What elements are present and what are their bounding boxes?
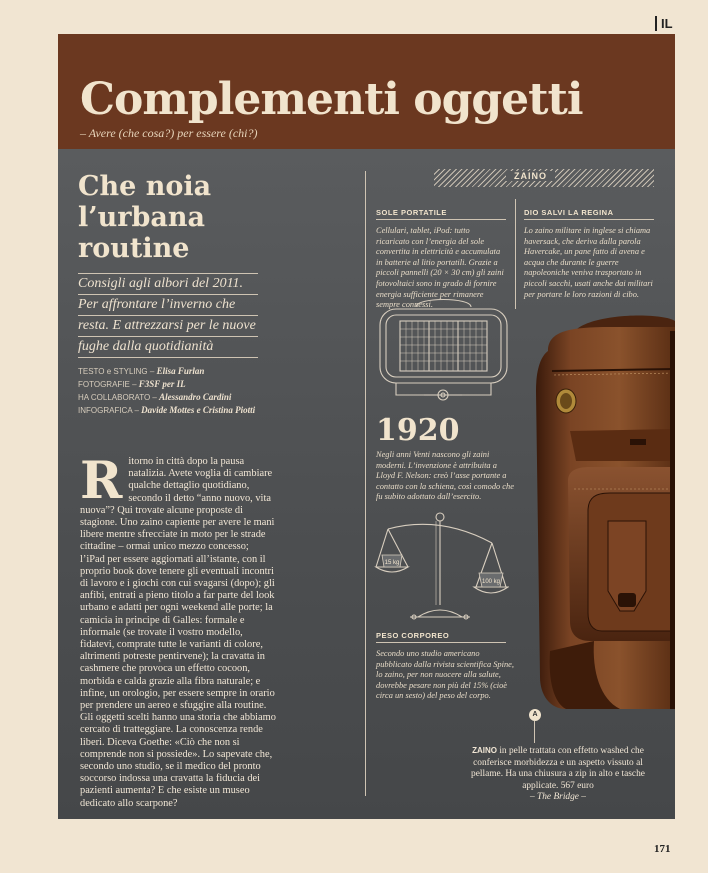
heading-rule [524, 219, 654, 220]
credit-name: F3SF per IL [138, 379, 186, 389]
article-body-text: itorno in città dopo la pausa natalizia. Avete voglia di cambiare qualche dettaglio quotidiano, secondo il detto “anno nuovo, vita nuova”? Qui trovate alcune proposte di stagione. Uno zaino capiente per avere le mani libere mentre sfrecciate in moto per le strade cittadine – ormai unico mezzo concesso; l’iPad per essere aggiornati all’istante, con il proprio book dove tenere gli eventuali incontri di lavoro e i giochi con cui svagarsi (dopo); gli anfibi, entrati a pieno titolo a far parte del look urbano e adatti per ogni weekend alle porte; la camicia in principe di Galles: formale e informale (se trovate il vostro modello, fidatevi, comprate tutte le varianti di colore, altrimenti potreste pentirvene); la cravatta in cashmere che provoca un effetto cocoon, morbida e calda grazie alla fibra naturale; e infine, un orologio, per essere sempre in orario per prendere un aereo e sfuggire alla routine. Gli oggetti scelti hanno una storia che abbiamo cercato di tratteggiare. La conoscenza rende liberi. Diceva Goethe: «Ciò che non si comprende non si possiede». Lo sapevate che, secondo uno studio, se il medico del pronto soccorso indossa una cravatta la fiducia dei pazienti aumenta? E che esiste un museo dedicato allo scarpone? [80, 456, 276, 809]
article-title-line: l’urbana [78, 202, 206, 233]
article-panel [58, 149, 675, 819]
deck-line: Consigli agli albori del 2011. [78, 273, 258, 294]
credit-line [78, 404, 278, 417]
deck-line: Per affrontare l’inverno che [78, 294, 258, 315]
article-title-line: Che noia [78, 171, 212, 202]
product-caption [458, 745, 658, 804]
credit-line [78, 391, 278, 404]
leather-backpack-photo [530, 311, 675, 709]
heading-rule [376, 642, 506, 643]
year-text: Negli anni Venti nascono gli zaini moderni. L’invenzione è attribuita a Lloyd F. Nelson: creò l’asse portante a contatto con la schiena, così comodo che fu subito adottato dall’esercito. [376, 450, 514, 502]
callout-marker: A [529, 709, 541, 721]
queen-text: Lo zaino militare in inglese si chiama haversack, che deriva dalla parola Havercake, un pane fatto di avena e acqua che durante le guerre napoleoniche veniva trasportato in piccoli sacchi, usati anche dai militari per portare le loro razioni di cibo. [524, 226, 653, 299]
solar-backpack-illustration [376, 295, 511, 410]
credit-label: FOTOGRAFIE – [78, 380, 137, 389]
credit-name: Davide Mottes e Cristina Piotti [141, 405, 256, 415]
infographic-tag [434, 169, 654, 187]
column-divider [365, 171, 366, 796]
page-number: 171 [654, 843, 671, 855]
heading-rule [376, 219, 506, 220]
callout-line [534, 721, 535, 743]
magazine-logo: IL [655, 16, 673, 31]
credit-name: Elisa Furlan [156, 366, 205, 376]
caption-brand: – The Bridge – [530, 792, 586, 802]
credit-label: TESTO e STYLING – [78, 367, 155, 376]
solar-heading: SOLE PORTATILE [376, 208, 447, 217]
credit-name: Alessandro Cardini [159, 392, 232, 402]
article-title [78, 171, 268, 264]
infographic-tag-label: ZAINO [506, 171, 555, 181]
article-credits [78, 365, 278, 417]
queen-heading: DIO SALVI LA REGINA [524, 208, 614, 217]
section-header [58, 34, 675, 149]
credit-label: HA COLLABORATO – [78, 393, 157, 402]
caption-lead: ZAINO [472, 746, 497, 755]
left-weight-label: 15 kg [384, 560, 400, 566]
solar-text: Cellulari, tablet, iPod: tutto ricaricato con l’energia del sole convertita in elettricità e accumulata in batterie al litio portatili. Grazie a piccoli pannelli (20 × 30 cm) gli zaini fotovoltaici sono in grado di fornire energia sufficiente per rimanere sempre connessi. [376, 226, 504, 310]
column-divider [515, 199, 516, 309]
right-weight-label: 100 kg [481, 579, 501, 585]
section-title: Complementi oggetti [80, 74, 583, 125]
credit-label: INFOGRAFICA – [78, 406, 139, 415]
year-figure: 1920 [376, 413, 460, 448]
weight-heading: PESO CORPOREO [376, 631, 450, 640]
balance-scale-illustration [374, 509, 509, 624]
deck-line: resta. E attrezzarsi per le nuove [78, 315, 258, 336]
article-deck [78, 273, 258, 358]
caption-text: in pelle trattata con effetto washed che conferisce morbidezza e un aspetto vissuto al pellame. Ha una chiusura a zip in alto e tasche applicate. 567 euro [471, 746, 645, 791]
credit-line [78, 378, 278, 391]
credit-line [78, 365, 278, 378]
article-body [80, 451, 276, 810]
weight-text: Secondo uno studio americano pubblicato dalla rivista scientifica Spine, lo zaino, per non nuocere alla salute, dovrebbe pesare non più del 15% (cioè circa un sesto) del peso del corpo. [376, 649, 514, 701]
drop-cap: R [80, 451, 123, 511]
deck-line: fughe dalla quotidianità [78, 336, 258, 358]
section-subtitle: – Avere (che cosa?) per essere (chi?) [80, 126, 258, 140]
article-title-line: routine [78, 233, 190, 264]
